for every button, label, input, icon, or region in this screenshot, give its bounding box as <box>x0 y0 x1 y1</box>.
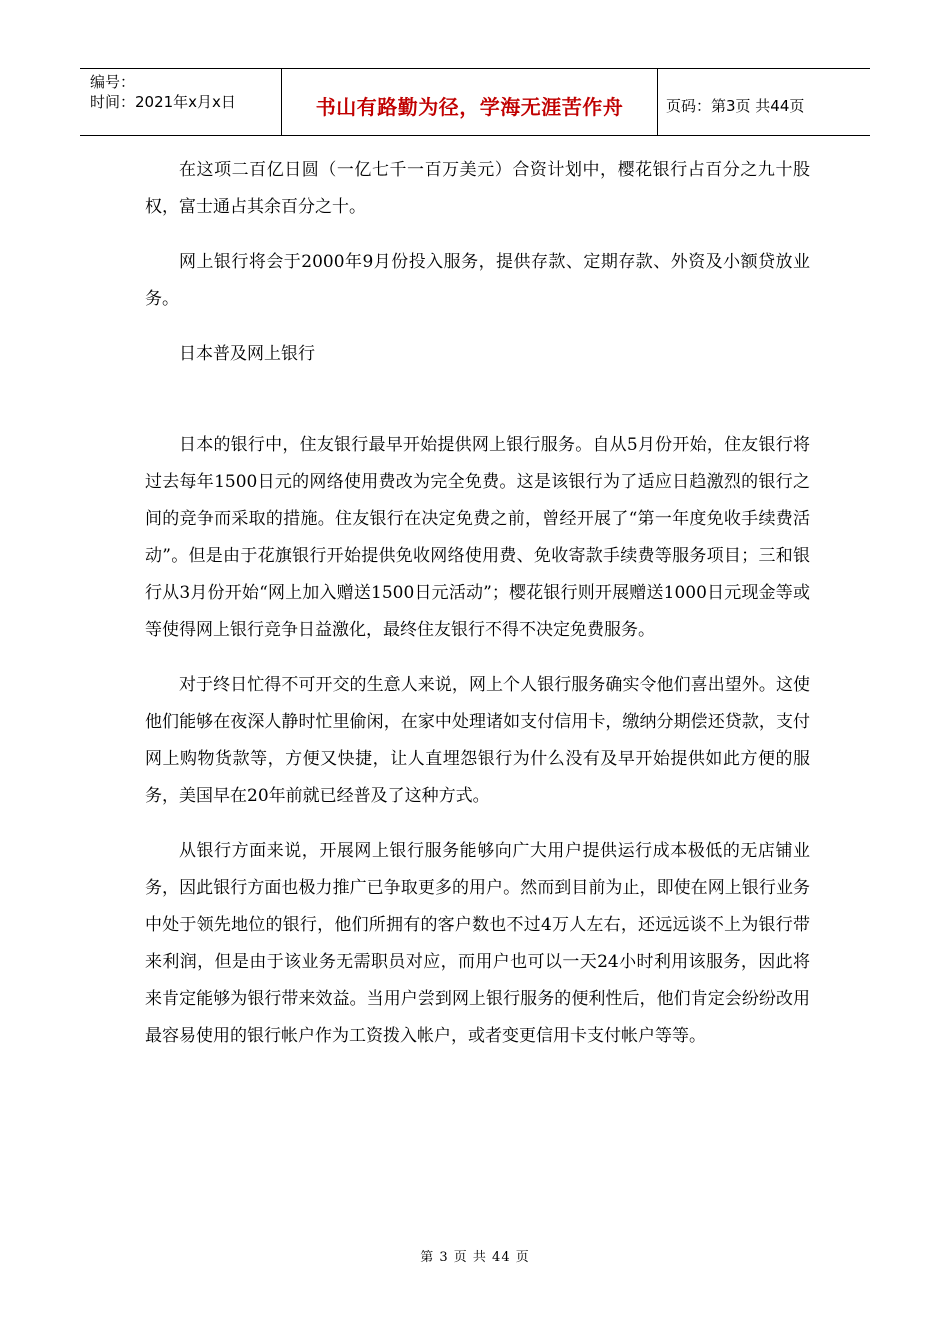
page-header <box>80 68 870 136</box>
header-meta-cell <box>80 69 282 135</box>
header-motto-cell <box>282 69 658 135</box>
header-page-info: 页码：第3页 共44页 <box>666 96 805 115</box>
document-body <box>145 152 810 1073</box>
paragraph: 网上银行将会于2000年9月份投入服务，提供存款、定期存款、外资及小额贷放业务。 <box>145 252 810 309</box>
paragraph: 对于终日忙得不可开交的生意人来说，网上个人银行服务确实令他们喜出望外。这使他们能够在夜深人静时忙里偷闲，在家中处理诸如支付信用卡，缴纳分期偿还贷款，支付网上购物货款等，方便又快捷，让人直埋怨银行为什么没有及早开始提供如此方便的服务，美国早在20年前就已经普及了这种方式。 <box>145 675 810 806</box>
page-footer: 第 3 页 共 44 页 <box>420 1250 530 1265</box>
paragraph: 从银行方面来说，开展网上银行服务能够向广大用户提供运行成本极低的无店铺业务，因此银行方面也极力推广已争取更多的用户。然而到目前为止，即使在网上银行业务中处于领先地位的银行，他们所拥有的客户数也不过4万人左右，还远远谈不上为银行带来利润，但是由于该业务无需职员对应，而用户也可以一天24小时利用该服务，因此将来肯定能够为银行带来效益。当用户尝到网上银行服务的便利性后，他们肯定会纷纷改用最容易使用的银行帐户作为工资拨入帐户，或者变更信用卡支付帐户等等。 <box>145 841 810 1046</box>
header-motto: 书山有路勤为径，学海无涯苦作舟 <box>315 94 624 119</box>
section-heading: 日本普及网上银行 <box>179 344 315 364</box>
doc-date-label: 时间：2021年x月x日 <box>90 93 236 111</box>
blank-line <box>145 391 810 427</box>
header-page-cell <box>658 69 870 135</box>
doc-number-label: 编号： <box>90 73 136 91</box>
paragraph: 日本的银行中，住友银行最早开始提供网上银行服务。自从5月份开始，住友银行将过去每年1500日元的网络使用费改为完全免费。这是该银行为了适应日趋激烈的银行之间的竞争而采取的措施。住友银行在决定免费之前，曾经开展了“第一年度免收手续费活动”。但是由于花旗银行开始提供免收网络使用费、免收寄款手续费等服务项目；三和银行从3月份开始“网上加入赠送1500日元活动”；樱花银行则开展赠送1000日元现金等或等使得网上银行竞争日益激化，最终住友银行不得不决定免费服务。 <box>145 435 810 640</box>
paragraph: 在这项二百亿日圆（一亿七千一百万美元）合资计划中，樱花银行占百分之九十股权，富士通占其余百分之十。 <box>145 160 810 217</box>
